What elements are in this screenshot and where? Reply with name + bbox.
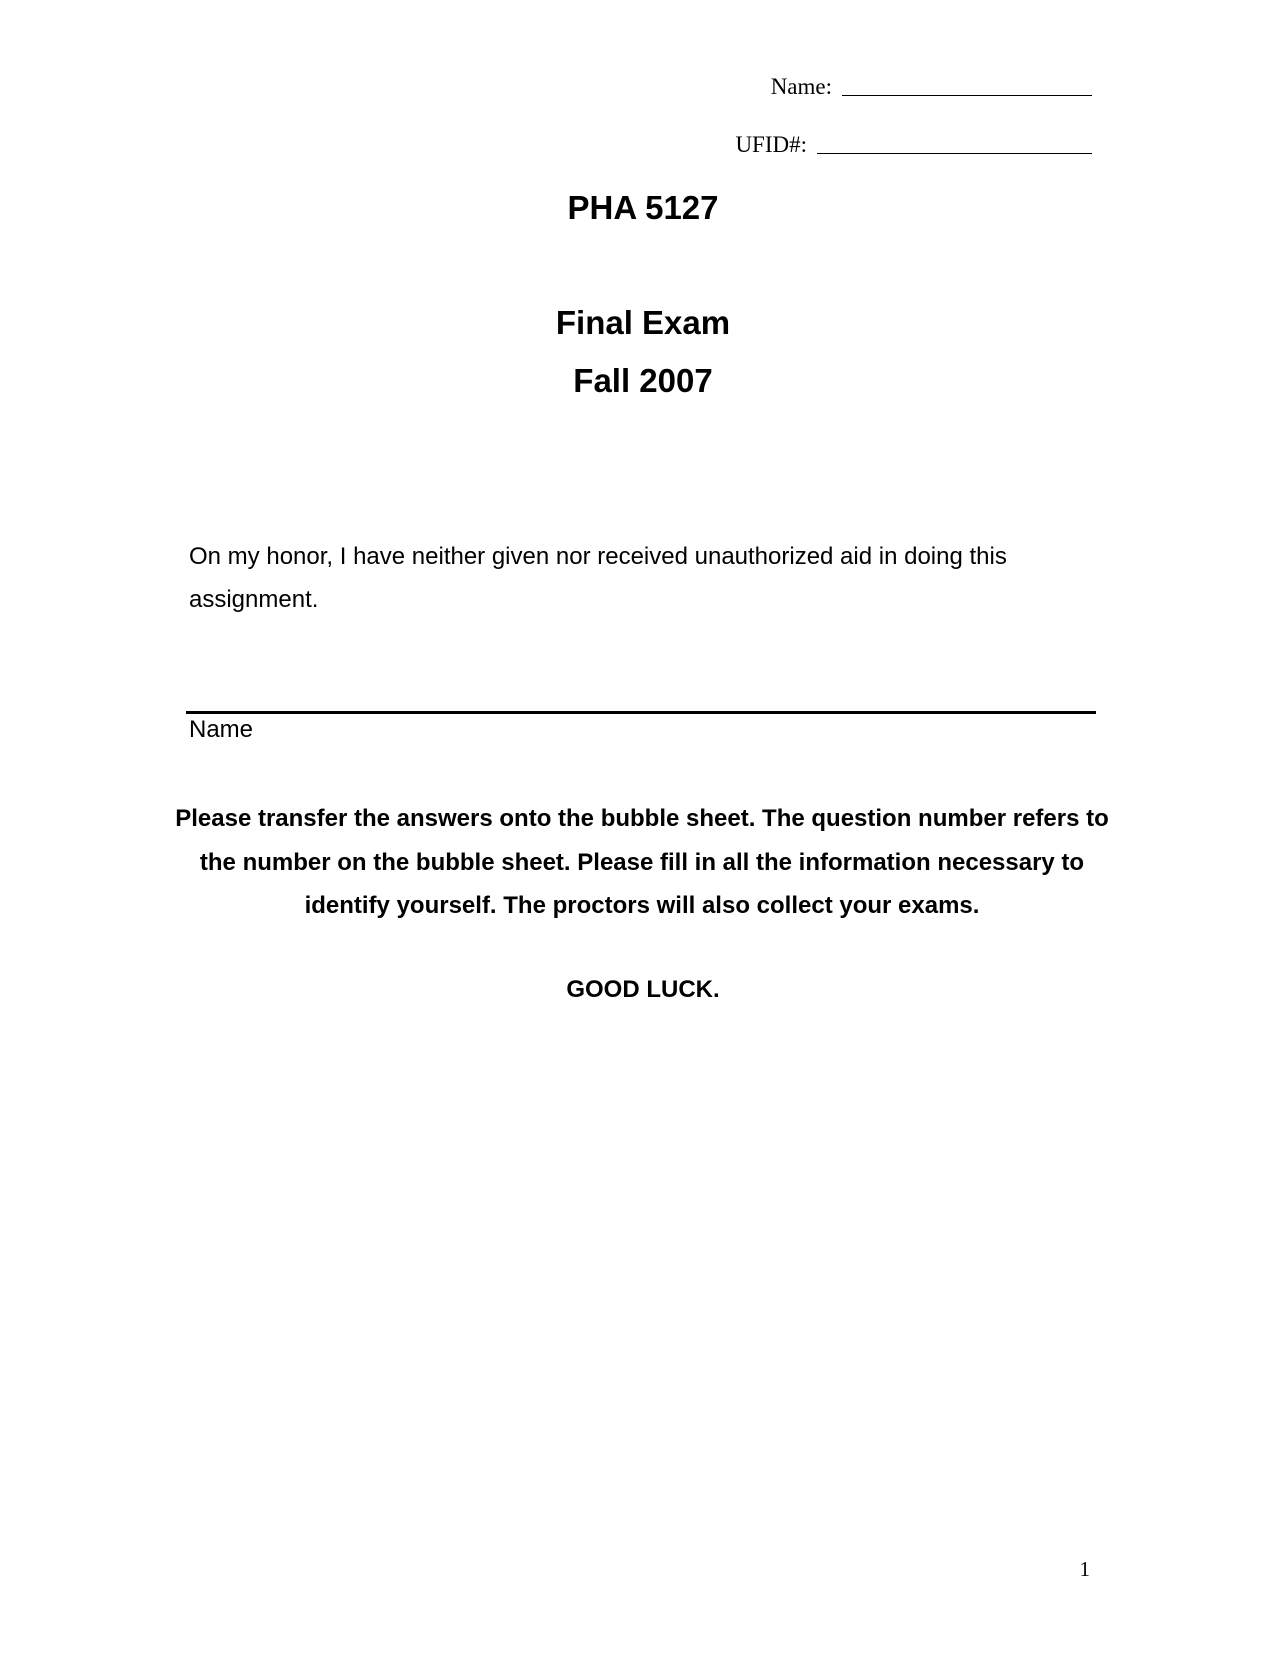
exam-title: Final Exam bbox=[555, 304, 731, 341]
good-luck-text: GOOD LUCK. bbox=[566, 976, 720, 1003]
ufid-field-label: UFID#: bbox=[735, 132, 807, 157]
instructions: Please transfer the answers onto the bubble sheet. The question number refers to the number on the bubble sheet. Please fill in all the information necessary to identify yourself. The proctors will also collect your exams. bbox=[175, 805, 1109, 919]
honor-statement: On my honor, I have neither given nor received unauthorized aid in doing this assignment. bbox=[189, 543, 1007, 613]
name-blank-line bbox=[842, 94, 1092, 96]
ufid-blank-line bbox=[817, 152, 1092, 154]
name-field-label: Name: bbox=[770, 74, 832, 99]
signature-line bbox=[186, 711, 1096, 714]
course-code: PHA 5127 bbox=[567, 189, 719, 226]
signature-label: Name bbox=[189, 716, 254, 743]
ufid-field-row bbox=[735, 132, 1092, 158]
exam-term: Fall 2007 bbox=[573, 362, 713, 399]
name-field-row bbox=[771, 74, 1092, 100]
page-number: 1 bbox=[1079, 1557, 1090, 1581]
